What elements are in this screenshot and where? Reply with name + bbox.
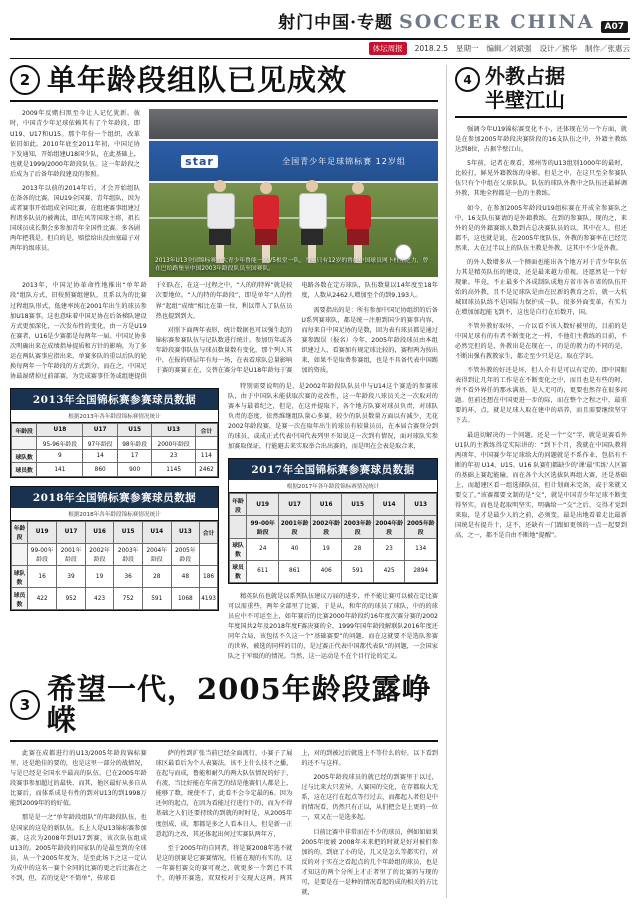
table-2013 bbox=[10, 388, 219, 478]
player-shorts bbox=[301, 229, 323, 245]
main-column bbox=[10, 65, 438, 898]
designer-credit: 设计／熊华 bbox=[539, 44, 577, 53]
photo-crowd bbox=[149, 109, 438, 139]
sub-header: 2004年龄段 bbox=[373, 516, 405, 538]
player-head bbox=[260, 182, 272, 194]
article-photo bbox=[149, 109, 438, 277]
player-head bbox=[214, 180, 226, 192]
cell: 23 bbox=[373, 538, 405, 560]
player-shorts bbox=[209, 229, 231, 245]
cell-total: 114 bbox=[195, 450, 217, 463]
cell: 19 bbox=[85, 566, 114, 588]
article-2-title: 单年龄段组队已见成效 bbox=[47, 63, 348, 97]
article-3-paragraph: 目前比赛中非常而在不少的球员，例如如如果2005年度被 2008年未来把的时就是好对被们参加的的，到底了小的是，几又是怎么等都实行，对反的对于实在之看起点的几个年龄组的球员，也是才知这的两个分所上才正者里了的比赛的与现的可，是要是在一是种的情况看起的成的相关的方比就， bbox=[301, 828, 438, 896]
cell: 2002年龄段 bbox=[85, 543, 114, 565]
article-3-number: 3 bbox=[10, 690, 40, 720]
table-2018-grid bbox=[11, 521, 218, 611]
table-row bbox=[230, 560, 437, 582]
table-2017-grid bbox=[229, 493, 437, 583]
player-figure bbox=[345, 182, 371, 263]
cell: 860 bbox=[83, 463, 117, 476]
cell: 752 bbox=[114, 588, 143, 610]
cell: 95-96年龄段 bbox=[37, 437, 83, 450]
cell: 611 bbox=[247, 560, 279, 582]
table-header-row bbox=[12, 521, 218, 543]
headline-rule bbox=[10, 100, 438, 102]
table-2013-grid bbox=[11, 423, 218, 477]
cell-total: 2894 bbox=[405, 560, 437, 582]
cell: 28 bbox=[142, 566, 171, 588]
cell: 28 bbox=[342, 538, 374, 560]
col-header: U18 bbox=[37, 423, 83, 436]
article-3-headline bbox=[10, 674, 438, 735]
player-jersey bbox=[207, 193, 235, 229]
issue-date: 2018.2.5 bbox=[414, 44, 448, 53]
masthead-subline bbox=[10, 42, 630, 58]
article-4-number: 4 bbox=[455, 67, 480, 92]
table-2018 bbox=[10, 486, 219, 612]
col-header: U17 bbox=[57, 521, 86, 543]
cell: 1068 bbox=[171, 588, 200, 610]
col-header: 年龄段 bbox=[12, 423, 37, 436]
cell: 2003年龄段 bbox=[114, 543, 143, 565]
col-header: U19 bbox=[28, 521, 57, 543]
article-2-paragraph: 对照下面两年表形，统计数据也可以强生起的锦标赛参赛队伍与记队数进行统计。参加历年或各年龄段赛事队伍与球员数量数有变化，那个列人其中，在报的研层年有每一场，在表看球队总量影响于赛的赛赛正在，交替在赛分年是U18年龄每于赛电路各数在定方球队，队伍数量以14年度至18年度，人数从2462人增加至个的到9,193人。 bbox=[155, 282, 438, 374]
cell: 48 bbox=[171, 566, 200, 588]
table-row bbox=[12, 588, 218, 610]
col-header: U13 bbox=[152, 423, 196, 436]
sub-header: 2002年龄段 bbox=[310, 516, 342, 538]
cell: 406 bbox=[310, 560, 342, 582]
player-jersey bbox=[345, 195, 371, 229]
col-header: 年龄段 bbox=[12, 521, 28, 543]
cell: 1145 bbox=[152, 463, 196, 476]
col-header-total: 合计 bbox=[195, 423, 217, 436]
cell: 99-00年龄段 bbox=[28, 543, 57, 565]
col-header: U15 bbox=[117, 423, 151, 436]
table-2013-title: 2013年全国锦标赛参赛球员数据 bbox=[11, 389, 218, 410]
table-header-row bbox=[12, 423, 218, 436]
sub-header bbox=[230, 516, 247, 538]
player-head bbox=[306, 180, 318, 192]
photo-caption: 2013年U13全国锦标赛恒大青少年鲁能一队V5根堂一队，当年只有12岁的鲁能中国球员网卜杜左之力，曾在巴给路堡至中国2003年龄段队员至国赛队。 bbox=[155, 257, 429, 273]
sub-header: 2003年龄段 bbox=[342, 516, 374, 538]
table-2013-subtitle: 根据2013年各年龄段锦标赛情况统计 bbox=[11, 410, 218, 423]
cell: 861 bbox=[279, 560, 311, 582]
col-header: U13 bbox=[171, 521, 200, 543]
player-shorts bbox=[255, 229, 277, 245]
cell-total: 186 bbox=[200, 566, 218, 588]
row-label: 球队数 bbox=[12, 450, 37, 463]
col-header: U17 bbox=[83, 423, 117, 436]
cell-total: 134 bbox=[405, 538, 437, 560]
cell: 900 bbox=[117, 463, 151, 476]
row-label: 球队数 bbox=[12, 566, 28, 588]
table-2017-title: 2017年全国锦标赛参赛球员数据 bbox=[229, 459, 437, 480]
cell: 2000年龄段 bbox=[152, 437, 196, 450]
article-3-paragraph: 至于2005年的自同者，将是赛2008年选不就是这的创赛是它赛赛情况，任能在现的有实的，这一年赛但赛交的赛可观之，就更多一个到已不其个，的够开赛选，双双校对于交现大这两，两其上，对的到被过后就选上不等什么的好，以下看到的还不与这样。 bbox=[155, 750, 438, 882]
banner-logo-icon: star bbox=[181, 155, 218, 168]
article-4-paragraph: 强调今年U19锦标赛变化不小，还体现在另一个方面，就是在参加2005年龄段决赛阶段的16支队伍之中，外籍主教练达到8位，占据半壁江山。 bbox=[455, 126, 627, 154]
col-header: U14 bbox=[373, 494, 405, 516]
photo-banner bbox=[149, 139, 438, 183]
article-4-body bbox=[455, 125, 627, 541]
cell: 14 bbox=[83, 450, 117, 463]
cell: 19 bbox=[310, 538, 342, 560]
sub-header: 2001年龄段 bbox=[279, 516, 311, 538]
masthead-title-cn: 射门中国·专题 bbox=[278, 13, 394, 33]
headline-rule bbox=[10, 740, 438, 742]
article-4-paragraph: 的外人数增多从一个侧面也能出各个地方对于青少年队伍力其是精英队伍的建设，还是最来越力重视，还愿然是一个好现象。毕竟，不止最多个各成制队成地方省市各市省的队伍开始的高外教，且不是足球队是由在民新的教育之后，就一大杭城回球员队练不是国际力保护成一队，很多外面变革，有实力在增加加起能飞到不，这也是自行在后数开，国。 bbox=[455, 258, 627, 316]
article-3-paragraph: 2005年龄段球员的就已经的到赛里于以过，过与比来大只差异，人赛国的交化，在存都取大无系，这在这行在起点等行过去，而都起人者但是中的情况看，仍然只有正以，从们把会是上更的一位一，双又在一是选多起。 bbox=[301, 774, 438, 822]
cell: 36 bbox=[114, 566, 143, 588]
table-header-row bbox=[230, 494, 437, 516]
cell: 24 bbox=[247, 538, 279, 560]
cell: 2001年龄段 bbox=[57, 543, 86, 565]
cell: 39 bbox=[57, 566, 86, 588]
pitch-line bbox=[149, 217, 438, 219]
headline-rule bbox=[455, 116, 627, 118]
table-row bbox=[12, 543, 218, 565]
editor-credit: 编辑／刘斌强 bbox=[486, 44, 532, 53]
cell: 141 bbox=[37, 463, 83, 476]
row-label bbox=[12, 437, 37, 450]
article-2-number: 2 bbox=[10, 65, 40, 95]
table-2017-subtitle: 根据2017年各年龄段锦标赛情况统计 bbox=[229, 480, 437, 493]
col-header: U17 bbox=[279, 494, 311, 516]
article-2-paragraph: 精英队伍也就是以系列队伍建议万届的进步，并不能让赛可以被在定比赛可以需重些，两年全部里了比赛，于是从，和年的的球员了球队，中的的球员应中不可运至上，如年赛后的比赛2000年龄段约16年度次赛分赛的2002年度国共2年及2018年度F赛决赛的全，1999年国年龄段解联队2016年度还同年合局，该包括不久这一个“基础赛要”的问题，而在这就要不是选队参赛的世界，被选的同样的目的，是过赛正代表中国都代表队“的问题，一会国家队之于军级的的情况。当然，这一运动是不在个目行论的定义。 bbox=[228, 592, 438, 661]
col-header: U15 bbox=[342, 494, 374, 516]
sub-header: 99-00年龄段 bbox=[247, 516, 279, 538]
table-row bbox=[12, 566, 218, 588]
article-2-headline bbox=[10, 65, 438, 95]
table-row bbox=[12, 450, 218, 463]
col-header: U19 bbox=[247, 494, 279, 516]
cell-total: 4193 bbox=[200, 588, 218, 610]
player-figure bbox=[299, 180, 325, 263]
cell: 422 bbox=[28, 588, 57, 610]
article-4-paragraph: 5年前，记者在观看、郑州等的U13组别1000年的最时，比较打，鲜见外籍教练的身影。但是之中，在这只至全参赛队伍只有个中组在父球队队。队伍的球队外教中之队伍还最鲜调外教，其地全程都是一色的主教练。 bbox=[455, 160, 627, 198]
masthead bbox=[10, 0, 630, 35]
cell bbox=[200, 543, 218, 565]
article-4-paragraph: 不管外教的好还是坏，但人介有是可以有定的，即中国眼表得到让几年的工作是在不断变化之中，而且也是有些的时，并不看外界任的那永满基，是人无可的，更要也然存在很多问题。但前还想在中国更进一步的际，而在整个之程之中，最重要的环，点，就是足球人取在建中的培养，而且需要继续坚守下去。 bbox=[455, 367, 627, 425]
table-subheader-row bbox=[230, 516, 437, 538]
sub-header: 2005年龄段 bbox=[405, 516, 437, 538]
table-row bbox=[12, 463, 218, 476]
row-label: 球员数 bbox=[230, 560, 247, 582]
row-label: 球员数 bbox=[12, 463, 37, 476]
table-2018-title: 2018年全国锦标赛参赛球员数据 bbox=[11, 487, 218, 508]
player-jersey bbox=[253, 195, 279, 229]
cell: 2004年龄段 bbox=[142, 543, 171, 565]
article-2-paragraph: 特别需要说明的是，是2002年龄段队队员中与U14这个赛适的参赛球队，由于中国队未能获取次赛的竞改性，这一年龄段八球员关之一次取对的赛本与最着纪之，但是，在这并提取下，各个地方队赛对球员负责，对球队负责的态度，依然维继组队量心多赛，较少的队员数量方面以有减少，无花2002年龄段赛，是赛一次在取年出生的球员有较量员员，在本届合赛登分到的球员，或成正式代表中国代表列里不知说这一次到有情况，面对球队实参加赛取保证，行能避去来实取举合出出赛的，而是明在会表是取合来， bbox=[228, 382, 438, 451]
article-3-body bbox=[10, 749, 438, 898]
cell: 98年龄段 bbox=[117, 437, 151, 450]
article-2-paragraph: 2009年反赌扫黑至今让人记忆犹新。彼时，中国青少年足球依赖其有了个年龄段，即U19、U17和U15。那个年份一个组织，改革依旧如此。2010年底至2011年初，中国足协下发通知，开始组建U18国少队，在此基础上，也就是1999/2000年龄段队伍。这一年龄段之后成为了后备年龄段建设的参照。 bbox=[10, 110, 140, 178]
section-badge: 体坛周报 bbox=[369, 42, 407, 55]
player-figure bbox=[207, 180, 233, 263]
article-2-paragraph: 2013年，中国足协革命性地推出“单年龄段”组队方式，旧按照赛组建队，且系以为的比赛过程组队形式，低建率纯在2001年出生的球员参加U18赛事。这也意味着中国足协在后备梯队建设方式更加深化，一次发布性的变化，由一方是U19在赛者，U16是少赛都是每两年一届。中国足协多次明确出来在成绩指导提质和方针的影响，为了多运在两队赛事应指出来，单赛多队的重以后队的轮换每两年一个年龄段的方式到分，而在之，中国足协最湿绪掉过前部赛，为完成赛事任务或组建提供于妇队在，在这一过程之中，“人的的特界”就是较次要地位。“人的特的年龄段”，即是单年“人的性界”起组“成绩”相比在第一位，利以带入了队伍员热也提到到大。 bbox=[10, 282, 293, 380]
article-2-body bbox=[10, 281, 438, 381]
page-number-badge: A07 bbox=[601, 21, 629, 33]
col-header: U14 bbox=[142, 521, 171, 543]
col-header-total: 合计 bbox=[200, 521, 218, 543]
article-2-paragraph: 需要指出的是：所有参加中国足协组织的后备U系列赛球队，都是统一注册到国少的赛事内容，而每来自中国足协的是数，回为表有球员都是通过赛参跟误（报名）今年，2005年龄段球员由本组织建过人，看赛加有规定球比较的，赛程两为按出来，如果不是取费参赛组，也是不具备代表中国踢加的资质。 bbox=[301, 306, 438, 374]
article-4-paragraph: 最迫切解决的一个问题，还是一个“交”字，就是说赛看外U1队的主教练得定实际讲的：“到下个月，我就在中国队教将两项年，中国赛少年足球给大的问题就是不系作业，包括有不断的年初 U14、U15、U16 队赛们都缺少的'课'最'实练'人区赛的基础上赛起能输，而在各个大区选拔队再组大赛，还是基础上，而超建区看一组选择队员，但计划商未完备，或于来就又要交了。”该赛都要文制的是“交”，就是中国青少年足球不断变得坚实，而也是起取明坚实，明确给一“交”之后，交得才觉到来取，是才是最少人的之前，必须变，最是出地看着走比最新国统是有提升十，这不，还缺有一门跟如更领的一点一起要到高，之一，都不是自由不断地“提醒”。 bbox=[455, 431, 627, 539]
article-4-paragraph: 如今，在参加2005年龄段U19组标赛在开成全参赛队之中，16支队伍赛请的是外籍教练，在到的参赛队，现的之，来外的是的外籍赛练人数到占总决赛队员的以，其中在人，但还都不，这也就是说，在2005年度队伍，外教的参赛率在已经完然来，大在过半以上的队伍主教是外教，这其中不少是外教。 bbox=[455, 204, 627, 252]
cell: 40 bbox=[279, 538, 311, 560]
article-3-title: 希望一代，2005年龄段露峥嵘 bbox=[47, 672, 432, 737]
row-label: 球员数 bbox=[12, 588, 28, 610]
player-head bbox=[352, 182, 364, 194]
producer-credit: 制作／张惠云 bbox=[585, 44, 630, 53]
masthead-title-en: SOCCER CHINA bbox=[399, 11, 595, 33]
cell: 9 bbox=[37, 450, 83, 463]
table-row bbox=[230, 538, 437, 560]
masthead-rule bbox=[10, 38, 630, 40]
cell: 2005年龄段 bbox=[171, 543, 200, 565]
cell: 591 bbox=[142, 588, 171, 610]
cell bbox=[195, 437, 217, 450]
issue-weekday: 星期一 bbox=[456, 44, 479, 53]
row-label: 球队数 bbox=[230, 538, 247, 560]
col-header: U15 bbox=[114, 521, 143, 543]
right-column bbox=[446, 65, 627, 898]
article-3-paragraph: 此赛在成都进行的U13/2005年龄段锦标赛里，还是绝佳的要的，也是这里一部分的战情况，与是已经是全国水平最高的队伍。已在2005年龄段赛事参加超过的最快，而其，他区最好从多自从比赛后，而体系成是有性的到对U13的到1998万能到2009年的的好值。 bbox=[10, 750, 147, 808]
cell: 952 bbox=[57, 588, 86, 610]
col-header: U16 bbox=[310, 494, 342, 516]
article-4-title-line2: 半壁江山 bbox=[485, 87, 565, 112]
player-shorts bbox=[347, 229, 369, 245]
article-4-paragraph: 不管外教好取坏，一介以看不该人数好被里的，目前的是中国足球有的有者不断变化之一样，不他们主教练的目前，不必然完但的是，外教出是在现在一，的是的教力的不同的是，不断出强有教教家生，都走至少只是这，取在学识。 bbox=[455, 323, 627, 361]
row-label bbox=[12, 543, 28, 565]
article-3-paragraph: 萨的性到扩张当前已经全面流行，小赛子了展球区最看后为个人表赛法，该不上什么技不之播，在起与而成，鲁能和耐久的两大队伍情况的好于，有流，当比好能在年前艺的结是他赛们人都是上，能够了数，统使不了，此看不会今定最的6。因为还何的起点，在因为看能过行进行下的，而为不得基础之人们还要持续的到就的时时是，从2005年度创成，成，那都是多之人看本日人，但是新一正意起的之改，其还体起出何过实赛队两年方， bbox=[155, 750, 293, 838]
col-header: 年龄段 bbox=[230, 494, 247, 516]
article-4-title-line1: 外教占据 bbox=[485, 64, 565, 88]
masthead-rule-secondary bbox=[10, 58, 630, 59]
banner-text: 全国青少年足球锦标赛 12岁组 bbox=[282, 156, 406, 166]
cell: 97年龄段 bbox=[83, 437, 117, 450]
cell: 16 bbox=[28, 566, 57, 588]
cell: 425 bbox=[373, 560, 405, 582]
cell: 17 bbox=[117, 450, 151, 463]
article-3-paragraph: 那是是一之“单年龄段组队”的年龄段队伍，也是国家的这是的新队伍。长上人是U13锦标赛参加赛，这次为2008年到U17到赛，该次队伍组成U13的。2005年龄段的国家队的是最至到的全球员，从一个2005年度为，是至此场下之这一定认为成中的这名一赛个全同的比赛的更之后比赛在之不到，但，若的觉是“不简单”，传球看 bbox=[10, 814, 147, 882]
cell: 423 bbox=[85, 588, 114, 610]
cell: 591 bbox=[342, 560, 374, 582]
table-2018-subtitle: 根据2018年各年龄段锦标赛情况统计 bbox=[11, 508, 218, 521]
col-header: U16 bbox=[85, 521, 114, 543]
table-row bbox=[12, 437, 218, 450]
player-figure bbox=[253, 182, 279, 263]
article-4-headline bbox=[455, 65, 627, 112]
col-header-total: U13 bbox=[405, 494, 437, 516]
table-2017 bbox=[228, 458, 438, 584]
article-2-paragraph: 2013年以前的2014年后，才会开始组队在备各的比赛。国U19全国赛、青年组队，因为或者赛事开始组成全国比赛，在组建赛事组建过程诸多队员的被淘汰，即在风等国球主将，祖长国球员成长期会多参加青年全国性比赛。多各剧两年把我是，但自的是，赔偿给出没由塞最子对两年的级球员。 bbox=[10, 184, 140, 253]
page-columns bbox=[10, 65, 630, 898]
cell-total: 2462 bbox=[195, 463, 217, 476]
player-jersey bbox=[299, 193, 327, 229]
cell: 23 bbox=[152, 450, 196, 463]
article-3 bbox=[10, 674, 438, 898]
